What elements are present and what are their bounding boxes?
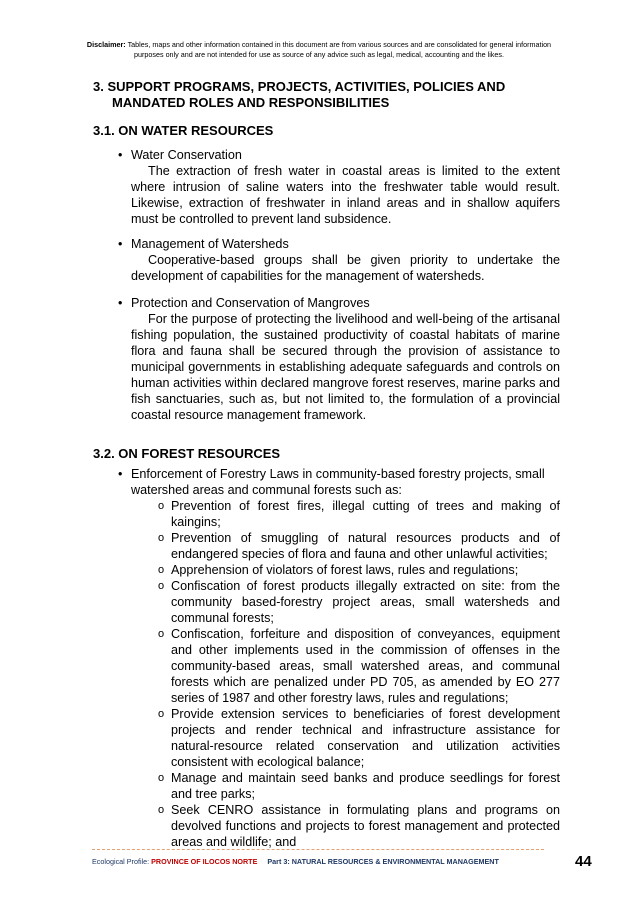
- forest-item-title: • Enforcement of Forestry Laws in community-based forestry projects, small watershed areas and communal forests such as:: [118, 466, 560, 498]
- circle-bullet-icon: o: [158, 772, 165, 784]
- disclaimer-label: Disclaimer:: [86, 40, 126, 49]
- forest-subitem: o Seek CENRO assistance in formulating plans and programs on devolved functions and projects to forest management and protected areas and wildlife; and: [158, 803, 560, 849]
- section-title-line2: MANDATED ROLES AND RESPONSIBILITIES: [112, 95, 390, 110]
- footer-divider: [92, 849, 544, 851]
- forest-subitem: o Provide extension services to beneficiaries of forest development projects and render technical and infrastructure assistance for natural-resource related conservation and utilization activities consistent with ecological balance;: [158, 707, 560, 769]
- circle-bullet-icon: o: [158, 804, 165, 816]
- footer-province: PROVINCE OF ILOCOS NORTE: [151, 857, 258, 866]
- forest-heading: 3.2. ON FOREST RESOURCES: [93, 446, 281, 461]
- forest-subitem: o Prevention of smuggling of natural resources products and of endangered species of flora and fauna and other unlawful activities;: [158, 531, 560, 561]
- water-item-text: Cooperative-based groups shall be given priority to undertake the development of capabilities for the management of watersheds.: [131, 253, 560, 283]
- section-title-line1: 3. SUPPORT PROGRAMS, PROJECTS, ACTIVITIES, POLICIES AND: [93, 79, 506, 94]
- forest-item-enforcement: [118, 466, 560, 850]
- water-item-text: For the purpose of protecting the livelihood and well-being of the artisanal fishing population, the sustained productivity of coastal habitats of marine flora and fauna shall be secured through the provision of assistance to municipal governments in establishing adequate safeguards and controls on human activities within declared mangrove forest reserves, marine parks and fish sanctuaries, such as, but not limited to, the formulation of a provincial coastal resource management framework.: [131, 312, 560, 422]
- footer-prefix: Ecological Profile:: [92, 857, 150, 866]
- circle-bullet-icon: o: [158, 580, 165, 592]
- circle-bullet-icon: o: [158, 628, 165, 640]
- water-item-watersheds: [118, 236, 560, 284]
- circle-bullet-icon: o: [158, 500, 165, 512]
- forest-subitem: o Apprehension of violators of forest laws, rules and regulations;: [158, 563, 519, 577]
- forest-subitem: o Manage and maintain seed banks and produce seedlings for forest and tree parks;: [158, 771, 560, 801]
- water-item-title: • Management of Watersheds: [118, 236, 560, 252]
- disclaimer-line1: Tables, maps and other information contained in this document are from various sources and are consolidated for general information: [127, 40, 552, 49]
- forest-subitem: o Prevention of forest fires, illegal cutting of trees and making of kaingins;: [158, 499, 560, 529]
- forest-subitem: o Confiscation, forfeiture and disposition of conveyances, equipment and other implements used in the commission of offenses in the community-based areas, small watershed areas, and communal forests which are penalized under PD 705, as amended by EO 277 series of 1987 and other forestry laws, rules and regulations;: [158, 627, 560, 705]
- water-heading: 3.1. ON WATER RESOURCES: [93, 123, 274, 138]
- water-item-title: • Protection and Conservation of Mangroves: [118, 295, 560, 311]
- page-number: 44: [575, 853, 592, 870]
- circle-bullet-icon: o: [158, 532, 165, 544]
- circle-bullet-icon: o: [158, 564, 165, 576]
- water-item-text: The extraction of fresh water in coastal areas is limited to the extent where intrusion of saline waters into the freshwater table would result. Likewise, extraction of freshwater in inland areas and in shallow aquifers must be controlled to prevent land subsidence.: [131, 164, 560, 226]
- circle-bullet-icon: o: [158, 708, 165, 720]
- water-item-title: • Water Conservation: [118, 147, 560, 163]
- disclaimer-line2: purposes only and are not intended for use as source of any advice such as legal, medical, accounting and the likes.: [134, 50, 504, 59]
- footer: [92, 857, 499, 867]
- water-item-mangroves: [118, 295, 560, 423]
- water-item-conservation: [118, 147, 560, 227]
- disclaimer: [70, 40, 568, 60]
- forest-subitem: o Confiscation of forest products illegally extracted on site: from the community based-forestry project areas, small watersheds and communal forests;: [158, 579, 560, 625]
- footer-part: Part 3: NATURAL RESOURCES & ENVIRONMENTAL MANAGEMENT: [267, 857, 499, 866]
- section-title: [93, 79, 563, 111]
